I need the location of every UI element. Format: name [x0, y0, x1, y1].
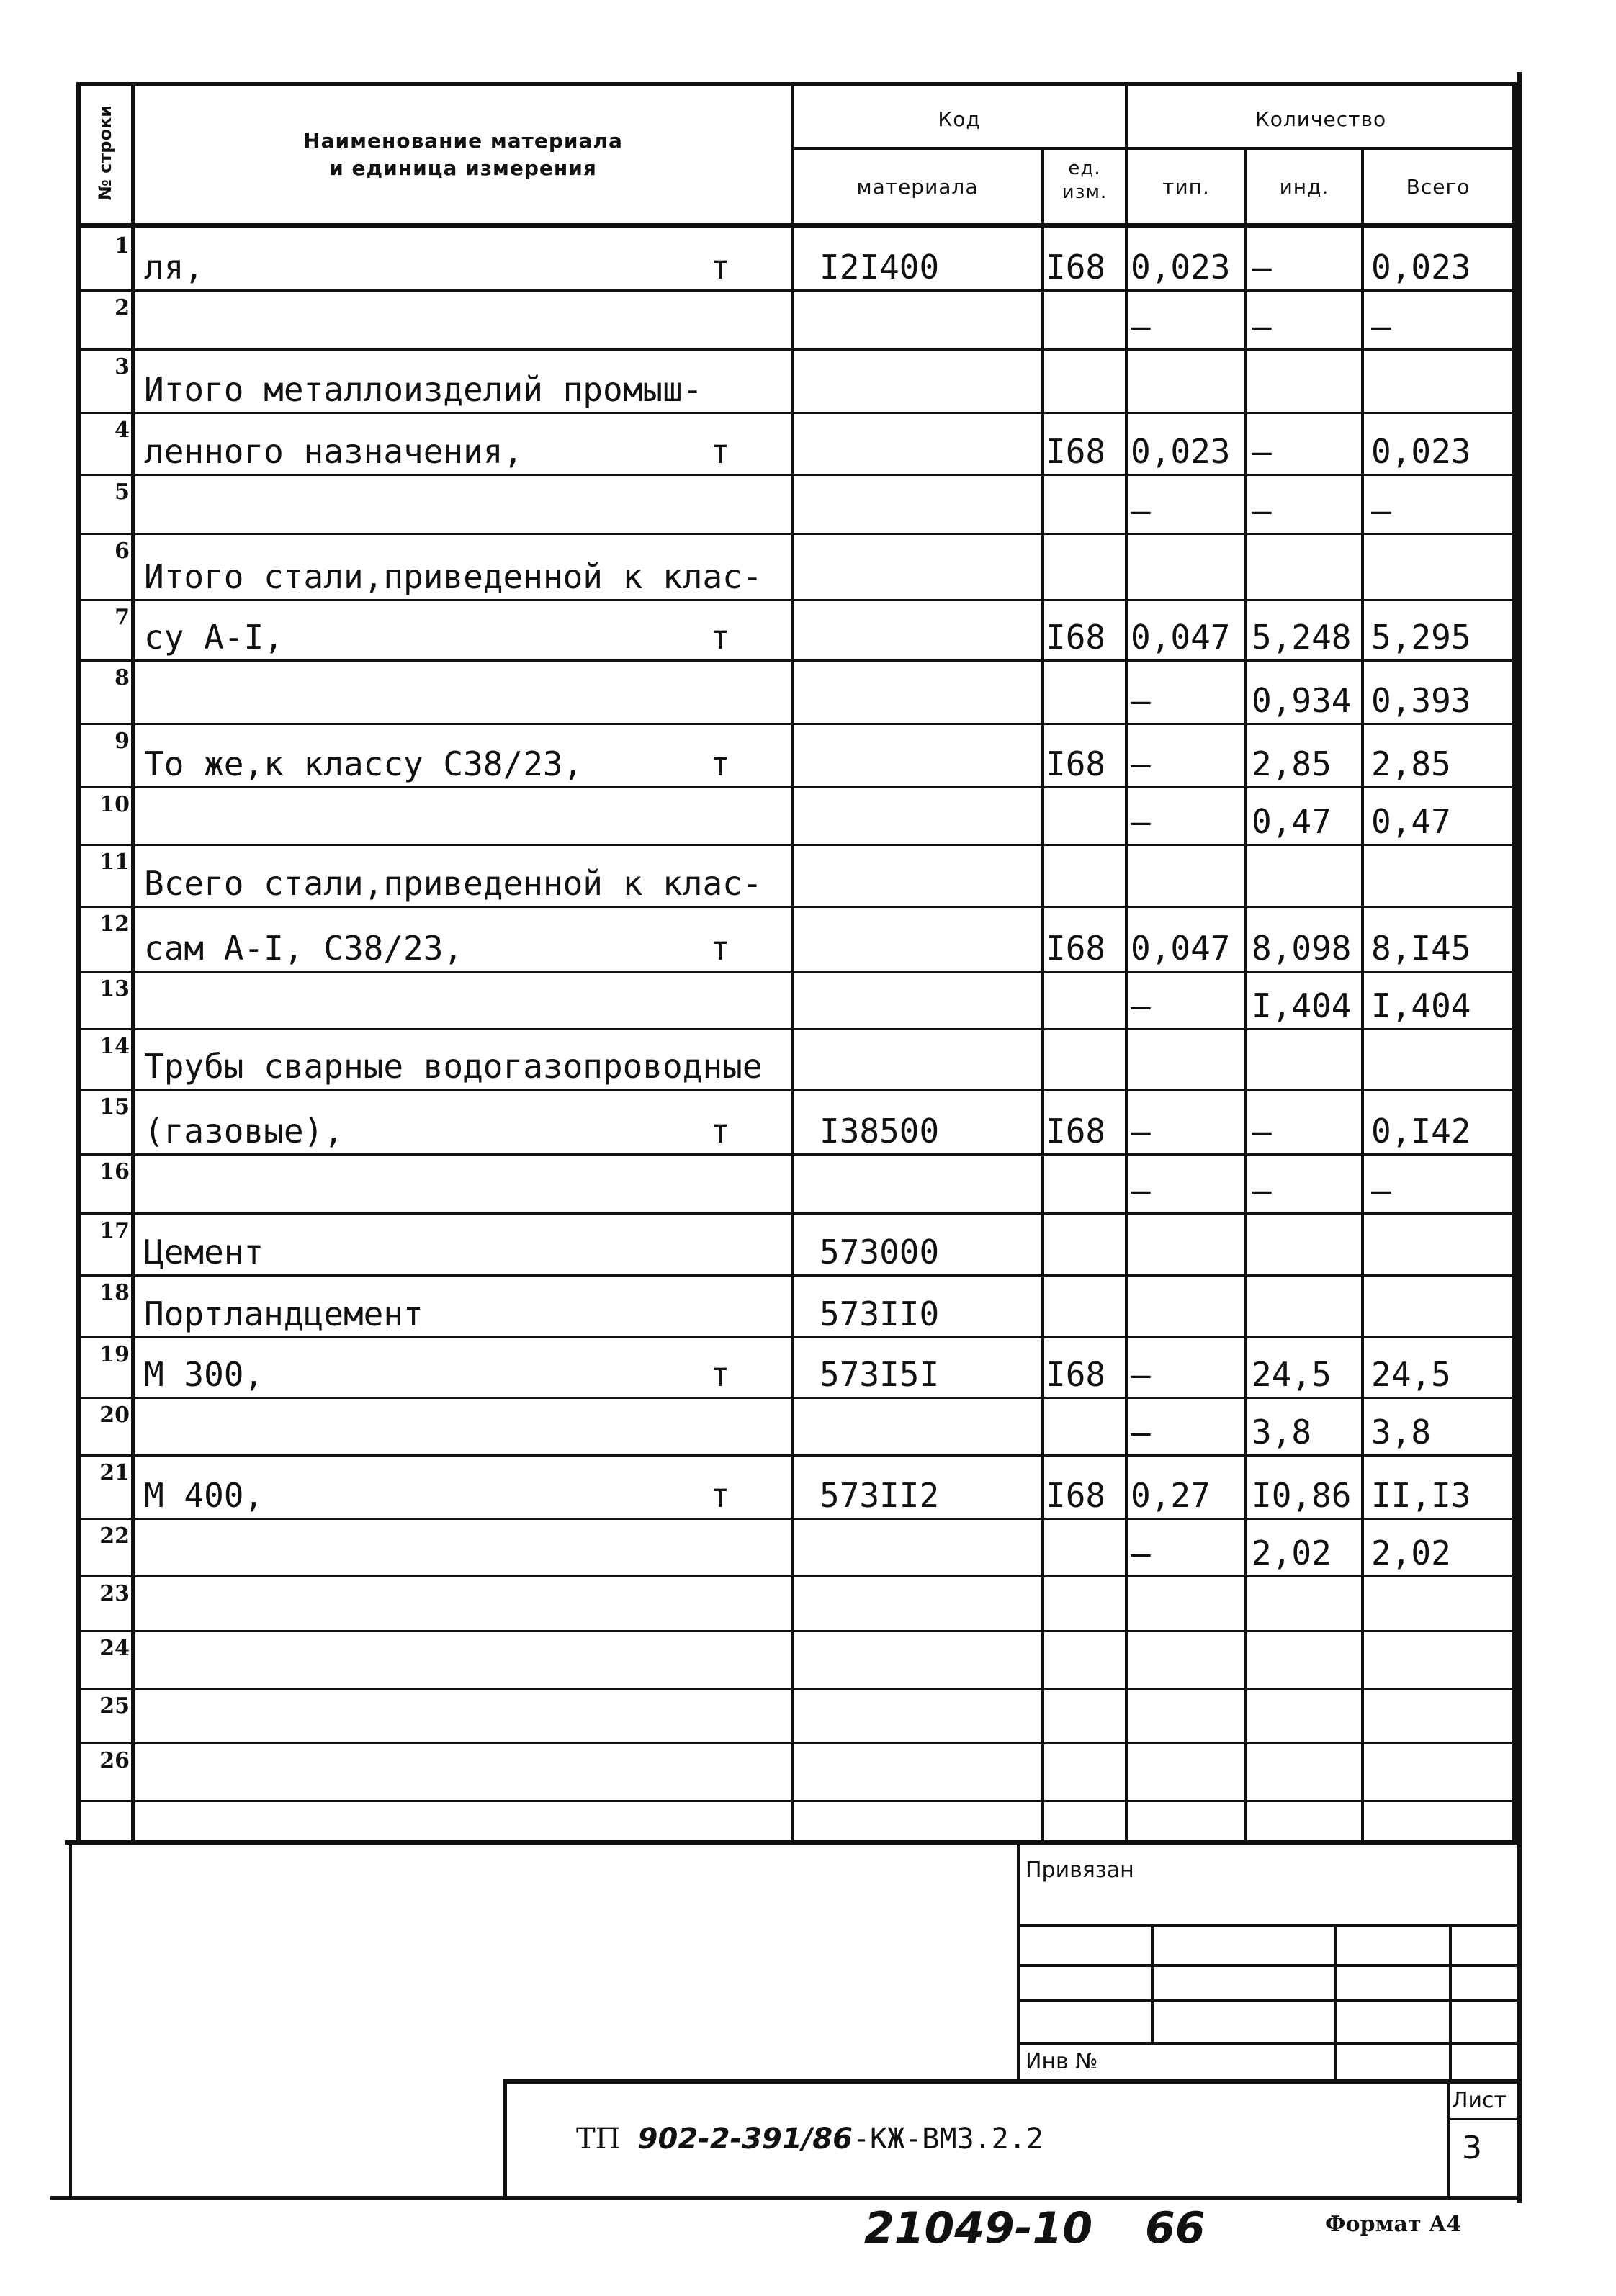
qty-ind-header: инд.: [1279, 175, 1329, 199]
material-code: 573II0: [820, 1295, 940, 1333]
unit: т: [710, 618, 730, 657]
qty-tip: 0,047: [1131, 618, 1231, 657]
stamp-vline-3: [1449, 1925, 1452, 2082]
qty-all: 8,I45: [1371, 929, 1471, 968]
row-separator: [79, 786, 1517, 788]
material-name: Итого стали,приведенной к клас-: [144, 557, 763, 596]
qty-ind: –: [1252, 432, 1272, 471]
qty-ind: 2,85: [1252, 744, 1332, 783]
row-no-column-border: [131, 82, 135, 1843]
material-name: (газовые),: [144, 1112, 344, 1151]
material-name: То же,к классу С38/23,: [144, 744, 583, 783]
qty-tip: –: [1131, 307, 1151, 346]
row-separator: [79, 844, 1517, 846]
sheet-box-left: [1447, 2079, 1450, 2199]
row-number-header-text: № строки: [95, 104, 115, 201]
stamp-left-border: [69, 1840, 72, 2200]
unit-code: I68: [1046, 1112, 1106, 1151]
inv-label: Инв №: [1025, 2049, 1098, 2074]
row-separator: [79, 412, 1517, 414]
qty-ind: 24,5: [1252, 1355, 1332, 1394]
qty-ind: I0,86: [1252, 1476, 1352, 1515]
qty-ind: –: [1252, 1171, 1272, 1210]
material-name: ленного назначения,: [144, 432, 524, 471]
header-mid-line: [794, 147, 1515, 150]
row-separator: [79, 1274, 1517, 1277]
row-number: 12: [99, 911, 130, 937]
qty-all: I,404: [1371, 986, 1471, 1025]
row-separator: [79, 1575, 1517, 1577]
document-code: [576, 2122, 1043, 2156]
table-top-border: [79, 82, 1517, 86]
row-number: 18: [99, 1280, 130, 1305]
row-number: 21: [99, 1460, 130, 1485]
row-number: 7: [115, 605, 130, 630]
row-number: 16: [99, 1159, 130, 1184]
row-separator: [79, 1518, 1517, 1520]
qty-all: II,I3: [1371, 1476, 1471, 1515]
material-code: 573000: [820, 1233, 940, 1271]
material-code: I2I400: [820, 248, 940, 287]
qty-tip: –: [1131, 1355, 1151, 1394]
sheet-box-divider: [1449, 2118, 1517, 2120]
row-number: 10: [99, 792, 130, 817]
qty-all-header: Всего: [1406, 175, 1471, 199]
material-name: Итого металлоизделий промыш-: [144, 370, 703, 409]
qty-tip: 0,27: [1131, 1476, 1211, 1515]
qty-all: 0,023: [1371, 248, 1471, 287]
row-number: 1: [115, 233, 130, 258]
row-separator: [79, 1089, 1517, 1091]
qty-tip: 0,047: [1131, 929, 1231, 968]
doc-hand-number: 902-2-391/86: [637, 2122, 853, 2156]
unit: т: [710, 1112, 730, 1151]
row-number-header: [81, 91, 130, 220]
qty-tip: 0,023: [1131, 432, 1231, 471]
unit: т: [710, 1476, 730, 1515]
row-number: 24: [99, 1636, 130, 1661]
material-name: Цемент: [144, 1233, 264, 1271]
row-separator: [79, 1742, 1517, 1744]
row-number: 17: [99, 1218, 130, 1243]
qty-all: 5,295: [1371, 618, 1471, 657]
name-column-border: [791, 82, 794, 1843]
header-bottom-line: [79, 223, 1517, 228]
unit: т: [710, 432, 730, 471]
qty-tip: –: [1131, 1413, 1151, 1451]
sheet-number: 3: [1462, 2130, 1482, 2166]
qty-ind: 0,934: [1252, 681, 1352, 720]
code-unit-header: ед. изм.: [1061, 158, 1108, 203]
row-number: 19: [99, 1342, 130, 1367]
qty-all: 2,85: [1371, 744, 1451, 783]
row-separator: [79, 659, 1517, 662]
qty-tip: –: [1131, 1534, 1151, 1572]
qty-all: –: [1371, 491, 1391, 530]
privyazan-label: Привязан: [1025, 1858, 1134, 1883]
stamp-line-b: [1018, 1964, 1517, 1967]
qty-tip: –: [1131, 802, 1151, 841]
stamp-line-a: [1018, 1924, 1517, 1927]
row-separator: [79, 289, 1517, 292]
stamp-vline-2: [1334, 1925, 1337, 2082]
footer-hand-page: 66: [1145, 2203, 1206, 2254]
table-left-border: [76, 82, 81, 1843]
title-block-top: [504, 2079, 1517, 2084]
unit: т: [710, 744, 730, 783]
material-name: М 400,: [144, 1476, 264, 1515]
qty-ind: I,404: [1252, 986, 1352, 1025]
row-number: 15: [99, 1094, 130, 1120]
row-separator: [79, 1800, 1517, 1802]
row-separator: [79, 1028, 1517, 1030]
row-separator: [79, 1153, 1517, 1156]
material-name: ля,: [144, 248, 205, 287]
ind-all-border: [1361, 147, 1364, 1843]
qty-ind: –: [1252, 307, 1272, 346]
tip-ind-border: [1244, 147, 1247, 1843]
row-number: 5: [115, 480, 130, 505]
qty-tip: –: [1131, 744, 1151, 783]
qty-ind: 3,8: [1252, 1413, 1312, 1451]
row-number: 11: [99, 850, 130, 875]
material-name: су А-I,: [144, 618, 284, 657]
material-name: Трубы сварные водогазопроводные: [144, 1047, 763, 1086]
row-separator: [79, 971, 1517, 973]
row-number: 20: [99, 1403, 130, 1428]
qty-ind: –: [1252, 491, 1272, 530]
qty-tip: 0,023: [1131, 248, 1231, 287]
unit: т: [710, 248, 730, 287]
sheet-label: Лист: [1452, 2088, 1507, 2113]
unit: т: [710, 929, 730, 968]
row-separator: [79, 1454, 1517, 1457]
row-separator: [79, 1212, 1517, 1215]
qty-tip: –: [1131, 986, 1151, 1025]
code-material-header: материала: [856, 175, 979, 199]
material-name: Всего стали,приведенной к клас-: [144, 864, 763, 903]
qty-ind: 2,02: [1252, 1534, 1332, 1572]
unit-code: I68: [1046, 432, 1106, 471]
right-bold-border: [1517, 72, 1522, 2203]
qty-tip: –: [1131, 681, 1151, 720]
qty-all: 0,I42: [1371, 1112, 1471, 1151]
row-separator: [79, 474, 1517, 476]
quantity-header: Количество: [1254, 107, 1387, 131]
doc-prefix: ТП: [576, 2122, 621, 2156]
unit-code: I68: [1046, 618, 1106, 657]
row-separator: [79, 1688, 1517, 1690]
row-number: 9: [115, 729, 130, 754]
material-name: сам А-I, С38/23,: [144, 929, 464, 968]
qty-all: 0,393: [1371, 681, 1471, 720]
unit-code: I68: [1046, 1476, 1106, 1515]
qty-all: 24,5: [1371, 1355, 1451, 1394]
name-header-line1: Наименование материала: [303, 129, 623, 153]
unit: т: [710, 1355, 730, 1394]
row-number: 23: [99, 1581, 130, 1606]
row-number: 13: [99, 976, 130, 1001]
material-code: 573I5I: [820, 1355, 940, 1394]
qty-all: 2,02: [1371, 1534, 1451, 1572]
unit-code: I68: [1046, 929, 1106, 968]
stamp-line-c: [1018, 1999, 1517, 2002]
qty-all: 3,8: [1371, 1413, 1432, 1451]
row-separator: [79, 723, 1517, 725]
qty-ind: –: [1252, 248, 1272, 287]
format-label: Формат А4: [1325, 2212, 1462, 2237]
code-unit-border: [1041, 147, 1044, 1843]
privyazan-left-border: [1017, 1845, 1020, 2082]
code-header: Код: [938, 107, 981, 131]
row-number: 3: [115, 354, 130, 379]
qty-tip: –: [1131, 1171, 1151, 1210]
qty-tip-header: тип.: [1162, 175, 1210, 199]
stamp-bottom-line: [50, 2196, 1522, 2200]
material-name: Портландцемент: [144, 1295, 423, 1333]
row-number: 22: [99, 1523, 130, 1549]
qty-ind: 8,098: [1252, 929, 1352, 968]
row-separator: [79, 906, 1517, 908]
qty-tip: –: [1131, 1112, 1151, 1151]
material-code: I38500: [820, 1112, 940, 1151]
stamp-vline-1: [1151, 1925, 1154, 2043]
qty-ind: 0,47: [1252, 802, 1332, 841]
row-number: 25: [99, 1693, 130, 1719]
qty-ind: –: [1252, 1112, 1272, 1151]
row-separator: [79, 348, 1517, 351]
doc-suffix: -КЖ-ВМЗ.2.2: [852, 2122, 1043, 2156]
code-qty-border: [1125, 82, 1128, 1843]
unit-code: I68: [1046, 1355, 1106, 1394]
row-number: 8: [115, 665, 130, 690]
qty-all: –: [1371, 307, 1391, 346]
row-separator: [79, 1336, 1517, 1338]
row-separator: [79, 599, 1517, 601]
qty-all: 0,47: [1371, 802, 1451, 841]
qty-all: 0,023: [1371, 432, 1471, 471]
row-number: 4: [115, 418, 130, 443]
row-number: 14: [99, 1034, 130, 1059]
stamp-top-line: [65, 1840, 1517, 1845]
row-number: 6: [115, 539, 130, 564]
stamp-line-d: [1018, 2042, 1517, 2045]
footer-hand-number: 21049-10: [864, 2203, 1093, 2254]
title-block-left: [503, 2079, 507, 2200]
row-separator: [79, 1630, 1517, 1632]
row-separator: [79, 1397, 1517, 1399]
material-code: 573II2: [820, 1476, 940, 1515]
qty-tip: –: [1131, 491, 1151, 530]
row-separator: [79, 533, 1517, 535]
row-number: 26: [99, 1748, 130, 1773]
unit-code: I68: [1046, 744, 1106, 783]
row-number: 2: [115, 295, 130, 320]
name-header-line2: и единица измерения: [329, 156, 597, 180]
qty-all: –: [1371, 1171, 1391, 1210]
unit-code: I68: [1046, 248, 1106, 287]
material-name: М 300,: [144, 1355, 264, 1394]
qty-ind: 5,248: [1252, 618, 1352, 657]
